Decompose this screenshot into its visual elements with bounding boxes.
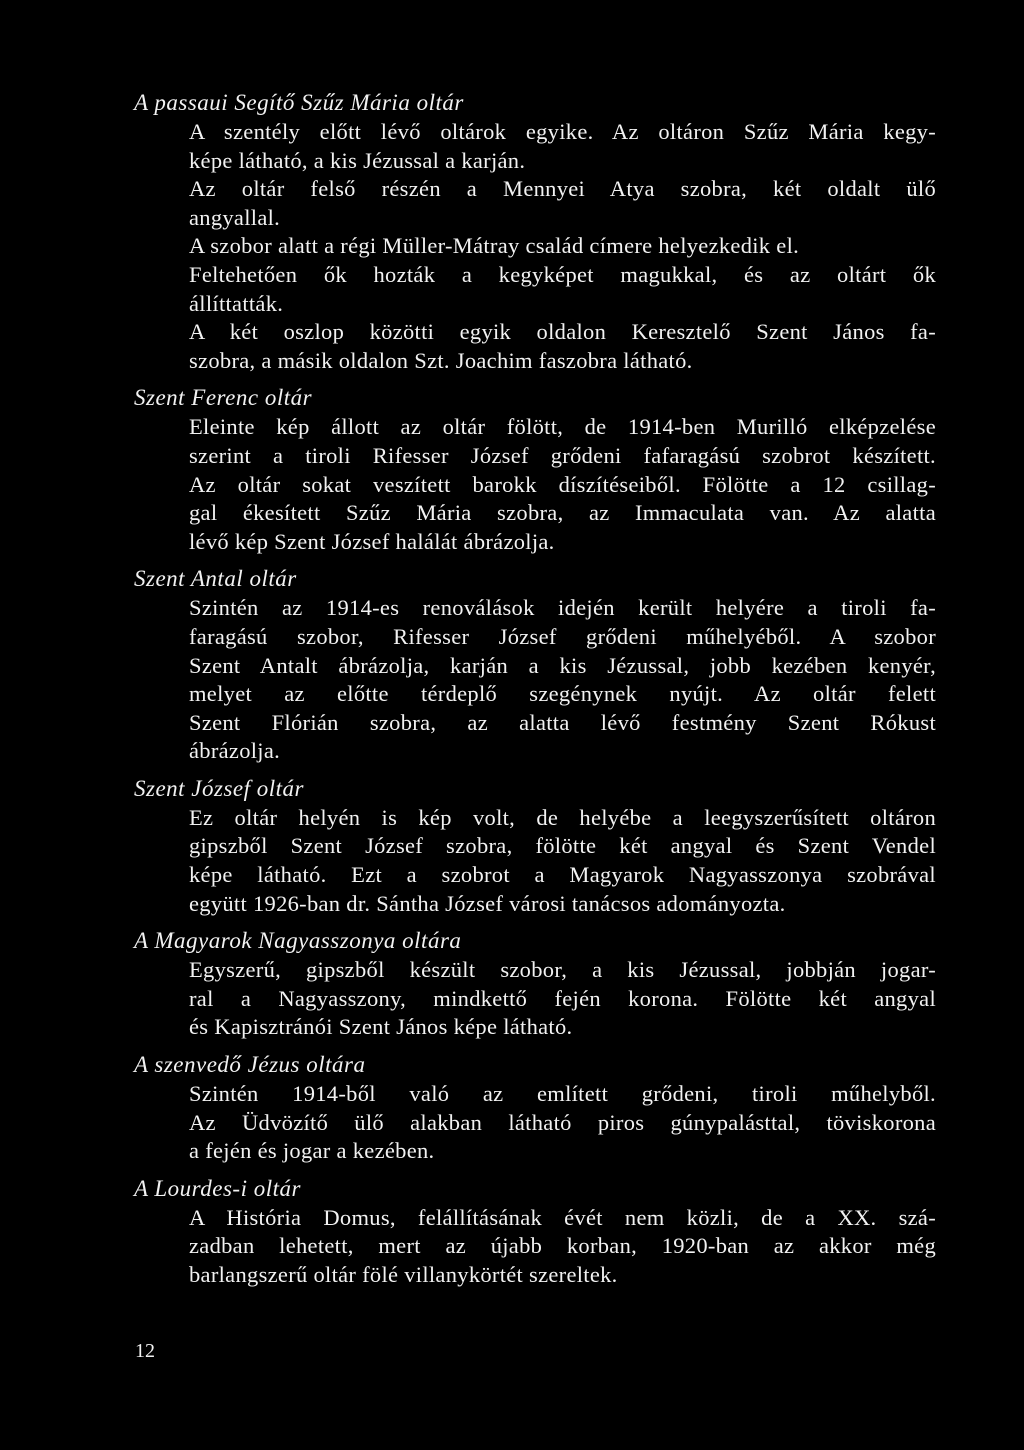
page-number: 12 xyxy=(135,1340,155,1362)
text-line: képe látható, a kis Jézussal a karján. xyxy=(189,147,526,173)
text-line: Egyszerű, gipszből készült szobor, a kis Jézussal, jobbján jogar- xyxy=(189,957,936,983)
text-line: a fején és jogar a kezében. xyxy=(189,1138,435,1164)
text-line: Az oltár sokat veszített barokk díszítéseiből. Fölötte a 12 csillag- xyxy=(189,471,936,497)
section-heading: Szent Antal oltár xyxy=(134,566,297,592)
text-line: angyallal. xyxy=(189,204,281,230)
page-content xyxy=(134,88,936,1298)
text-line: Az Üdvözítő ülő alakban látható piros gúnypalásttal, töviskorona xyxy=(189,1109,936,1135)
text-line: ábrázolja. xyxy=(189,738,281,764)
section-heading: A passaui Segítő Szűz Mária oltár xyxy=(134,90,464,115)
section-magyarok-nagyasszonya-altar xyxy=(134,926,936,1042)
section-heading: Szent Ferenc oltár xyxy=(134,385,313,411)
text-line: Szent Antalt ábrázolja, karján a kis Jézussal, jobb kezében kenyér, xyxy=(189,652,936,678)
section-body xyxy=(189,956,936,1042)
section-szenvedo-jezus-altar xyxy=(134,1050,936,1166)
section-body xyxy=(189,1080,936,1166)
section-body xyxy=(189,804,936,918)
text-line: állíttatták. xyxy=(189,290,284,316)
section-szent-jozsef-altar xyxy=(134,774,936,918)
text-line: Az oltár felső részén a Mennyei Atya szobra, két oldalt ülő xyxy=(189,176,936,202)
text-line: Szent Flórián szobra, az alatta lévő festmény Szent Rókust xyxy=(189,709,936,735)
section-body xyxy=(189,594,936,766)
text-line: Feltehetően ők hozták a kegyképet magukkal, és az oltárt ők xyxy=(189,261,936,287)
section-passaui-altar xyxy=(134,88,936,375)
text-line: A szentély előtt lévő oltárok egyike. Az oltáron Szűz Mária kegy- xyxy=(189,119,936,144)
text-line: Szintén 1914-ből való az említett grődeni, tiroli műhelyből. xyxy=(189,1081,936,1107)
section-heading: Szent József oltár xyxy=(134,775,304,801)
text-line: szobra, a másik oldalon Szt. Joachim faszobra látható. xyxy=(189,347,693,373)
text-line: Szintén az 1914-es renoválások idején került helyére a tiroli fa- xyxy=(189,595,936,621)
text-line: A szobor alatt a régi Müller-Mátray család címere helyezkedik el. xyxy=(189,233,800,259)
text-line: és Kapisztránói Szent János képe látható. xyxy=(189,1014,573,1040)
section-heading: A szenvedő Jézus oltára xyxy=(134,1052,366,1078)
section-lourdes-altar xyxy=(134,1174,936,1290)
text-line: melyet az előtte térdeplő szegénynek nyújt. Az oltár felett xyxy=(189,681,936,707)
text-line: együtt 1926-ban dr. Sántha József városi tanácsos adományozta. xyxy=(189,890,786,916)
section-heading: A Lourdes-i oltár xyxy=(134,1175,301,1201)
text-line: gal ékesített Szűz Mária szobra, az Immaculata van. Az alatta xyxy=(189,500,936,526)
text-line: zadban lehetett, mert az újabb korban, 1920-ban az akkor még xyxy=(189,1233,936,1259)
text-line: barlangszerű oltár fölé villanykörtét szereltek. xyxy=(189,1262,618,1287)
text-line: szerint a tiroli Rifesser József grődeni fafaragású szobrot készített. xyxy=(189,442,936,468)
text-line: képe látható. Ezt a szobrot a Magyarok Nagyasszonya szobrával xyxy=(189,862,936,888)
section-body xyxy=(189,1204,936,1290)
text-line: faragású szobor, Rifesser József grődeni műhelyéből. A szobor xyxy=(189,623,936,649)
section-szent-antal-altar xyxy=(134,564,936,766)
text-line: ral a Nagyasszony, mindkettő fején korona. Fölötte két angyal xyxy=(189,985,936,1011)
text-line: A két oszlop közötti egyik oldalon Keresztelő Szent János fa- xyxy=(189,319,936,345)
text-line: Ez oltár helyén is kép volt, de helyébe a leegyszerűsített oltáron xyxy=(189,804,936,830)
section-body xyxy=(189,118,936,375)
text-line: lévő kép Szent József halálát ábrázolja. xyxy=(189,528,555,554)
text-line: Eleinte kép állott az oltár fölött, de 1914-ben Murilló elképzelése xyxy=(189,414,936,440)
section-szent-ferenc-altar xyxy=(134,383,936,556)
text-line: A História Domus, felállításának évét nem közli, de a XX. szá- xyxy=(189,1204,936,1230)
section-body xyxy=(189,413,936,556)
text-line: gipszből Szent József szobra, fölötte két angyal és Szent Vendel xyxy=(189,833,936,859)
section-heading: A Magyarok Nagyasszonya oltára xyxy=(134,928,462,954)
